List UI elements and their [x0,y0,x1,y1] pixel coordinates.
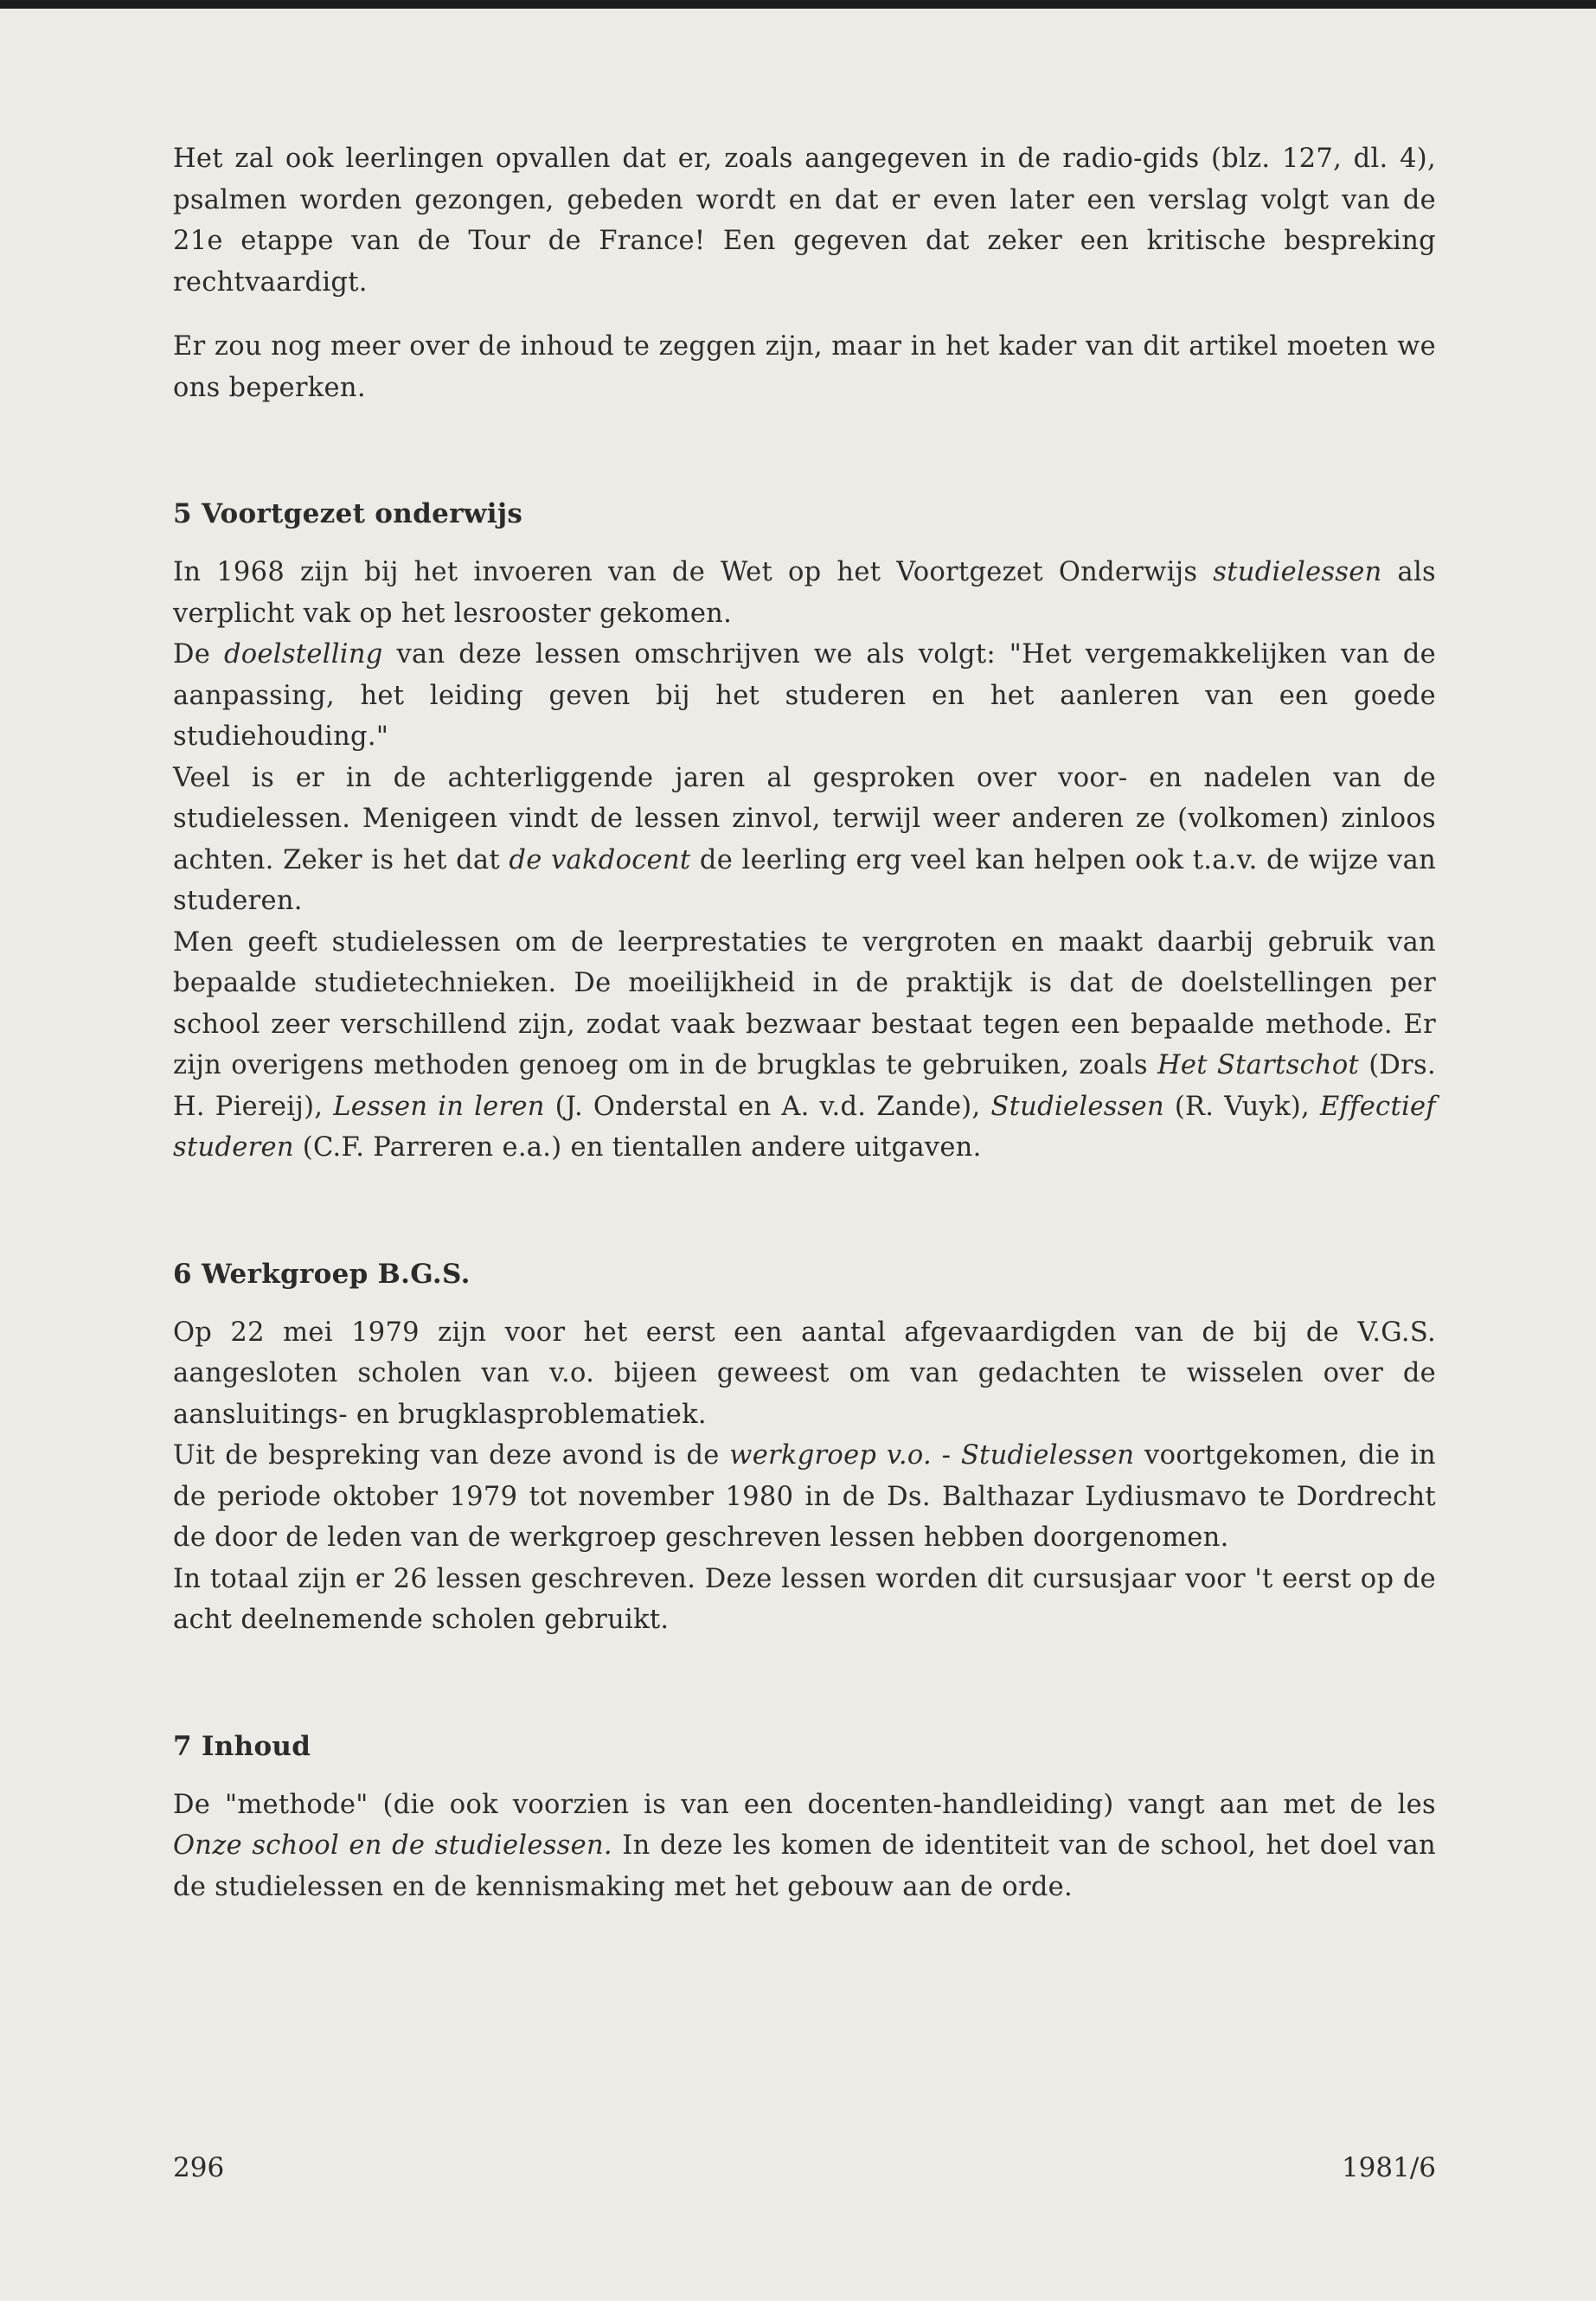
section-6-paragraph-3: In totaal zijn er 26 lessen geschreven. Deze lessen worden dit cursusjaar voor 't eerst op de acht deelnemende scholen gebruikt. [173,1563,1436,1635]
section-5-paragraph-3: Veel is er in de achterliggende jaren al gesproken over voor- en nadelen van de studielessen. Menigeen vindt de lessen zinvol, terwijl weer anderen ze (volkomen) zinloos achten. Zeker is het dat de vakdocent de leerling erg veel kan helpen ook t.a.v. de wijze van studeren. [173,762,1437,916]
page-footer [173,2147,1436,2189]
section-5-paragraph-1: In 1968 zijn bij het invoeren van de Wet op het Voortgezet Onderwijs studielessen als verplicht vak op het lesrooster gekomen. [173,557,1436,629]
section-7-heading: 7 Inhoud [173,1730,311,1762]
intro-paragraph-1: Het zal ook leerlingen opvallen dat er, zoals aangegeven in de radio-gids (blz. 127, dl. 4), psalmen worden gezongen, gebeden wordt en dat er even later een verslag volgt van de 21e etappe van de Tour de France! Een gegeven dat zeker een kritische bespreking rechtvaardigt. [173,144,1436,298]
section-6-heading: 6 Werkgroep B.G.S. [173,1258,471,1290]
section-6-paragraph-1: Op 22 mei 1979 zijn voor het eerst een aantal afgevaardigden van de bij de V.G.S. aangesloten scholen van v.o. bijeen geweest om van gedachten te wisselen over de aansluitings- en brugklasproblematiek. [173,1317,1436,1430]
issue-number: 1981/6 [1341,2152,1436,2183]
section-6-paragraph-2: Uit de bespreking van deze avond is de werkgroep v.o. - Studielessen voortgekomen, die in de periode oktober 1979 tot november 1980 in de Ds. Balthazar Lydiusmavo te Dordrecht de door de leden van de werkgroep geschreven lessen hebben doorgenomen. [173,1440,1437,1553]
intro-paragraph-2: Er zou nog meer over de inhoud te zeggen zijn, maar in het kader van dit artikel moeten we ons beperken. [173,331,1436,403]
section-5-paragraph-4: Men geeft studielessen om de leerprestaties te vergroten en maakt daarbij gebruik van bepaalde studietechnieken. De moeilijkheid in de praktijk is dat de doelstellingen per school zeer verschillend zijn, zodat vaak bezwaar bestaat tegen een bepaalde methode. Er zijn overigens methoden genoeg om in de brugklas te gebruiken, zoals Het Startschot (Drs. H. Piereij), Lessen in leren (J. Onderstal en A. v.d. Zande), Studielessen (R. Vuyk), Effectief studeren (C.F. Parreren e.a.) en tientallen andere uitgaven. [173,926,1436,1163]
section-5-paragraph-2: De doelstelling van deze lessen omschrijven we als volgt: "Het vergemakkelijken van de aanpassing, het leiding geven bij het studeren en het aanleren van een goede studiehouding." [173,639,1436,752]
section-5-heading: 5 Voortgezet onderwijs [173,498,523,529]
page-top-rule [0,0,1596,9]
section-7-paragraph-1: De "methode" (die ook voorzien is van een docenten-handleiding) vangt aan met de les Onze school en de studielessen. In deze les komen de identiteit van de school, het doel van de studielessen en de kennismaking met het gebouw aan de orde. [173,1789,1436,1902]
page-number: 296 [173,2152,225,2183]
article-body [173,138,1436,1907]
